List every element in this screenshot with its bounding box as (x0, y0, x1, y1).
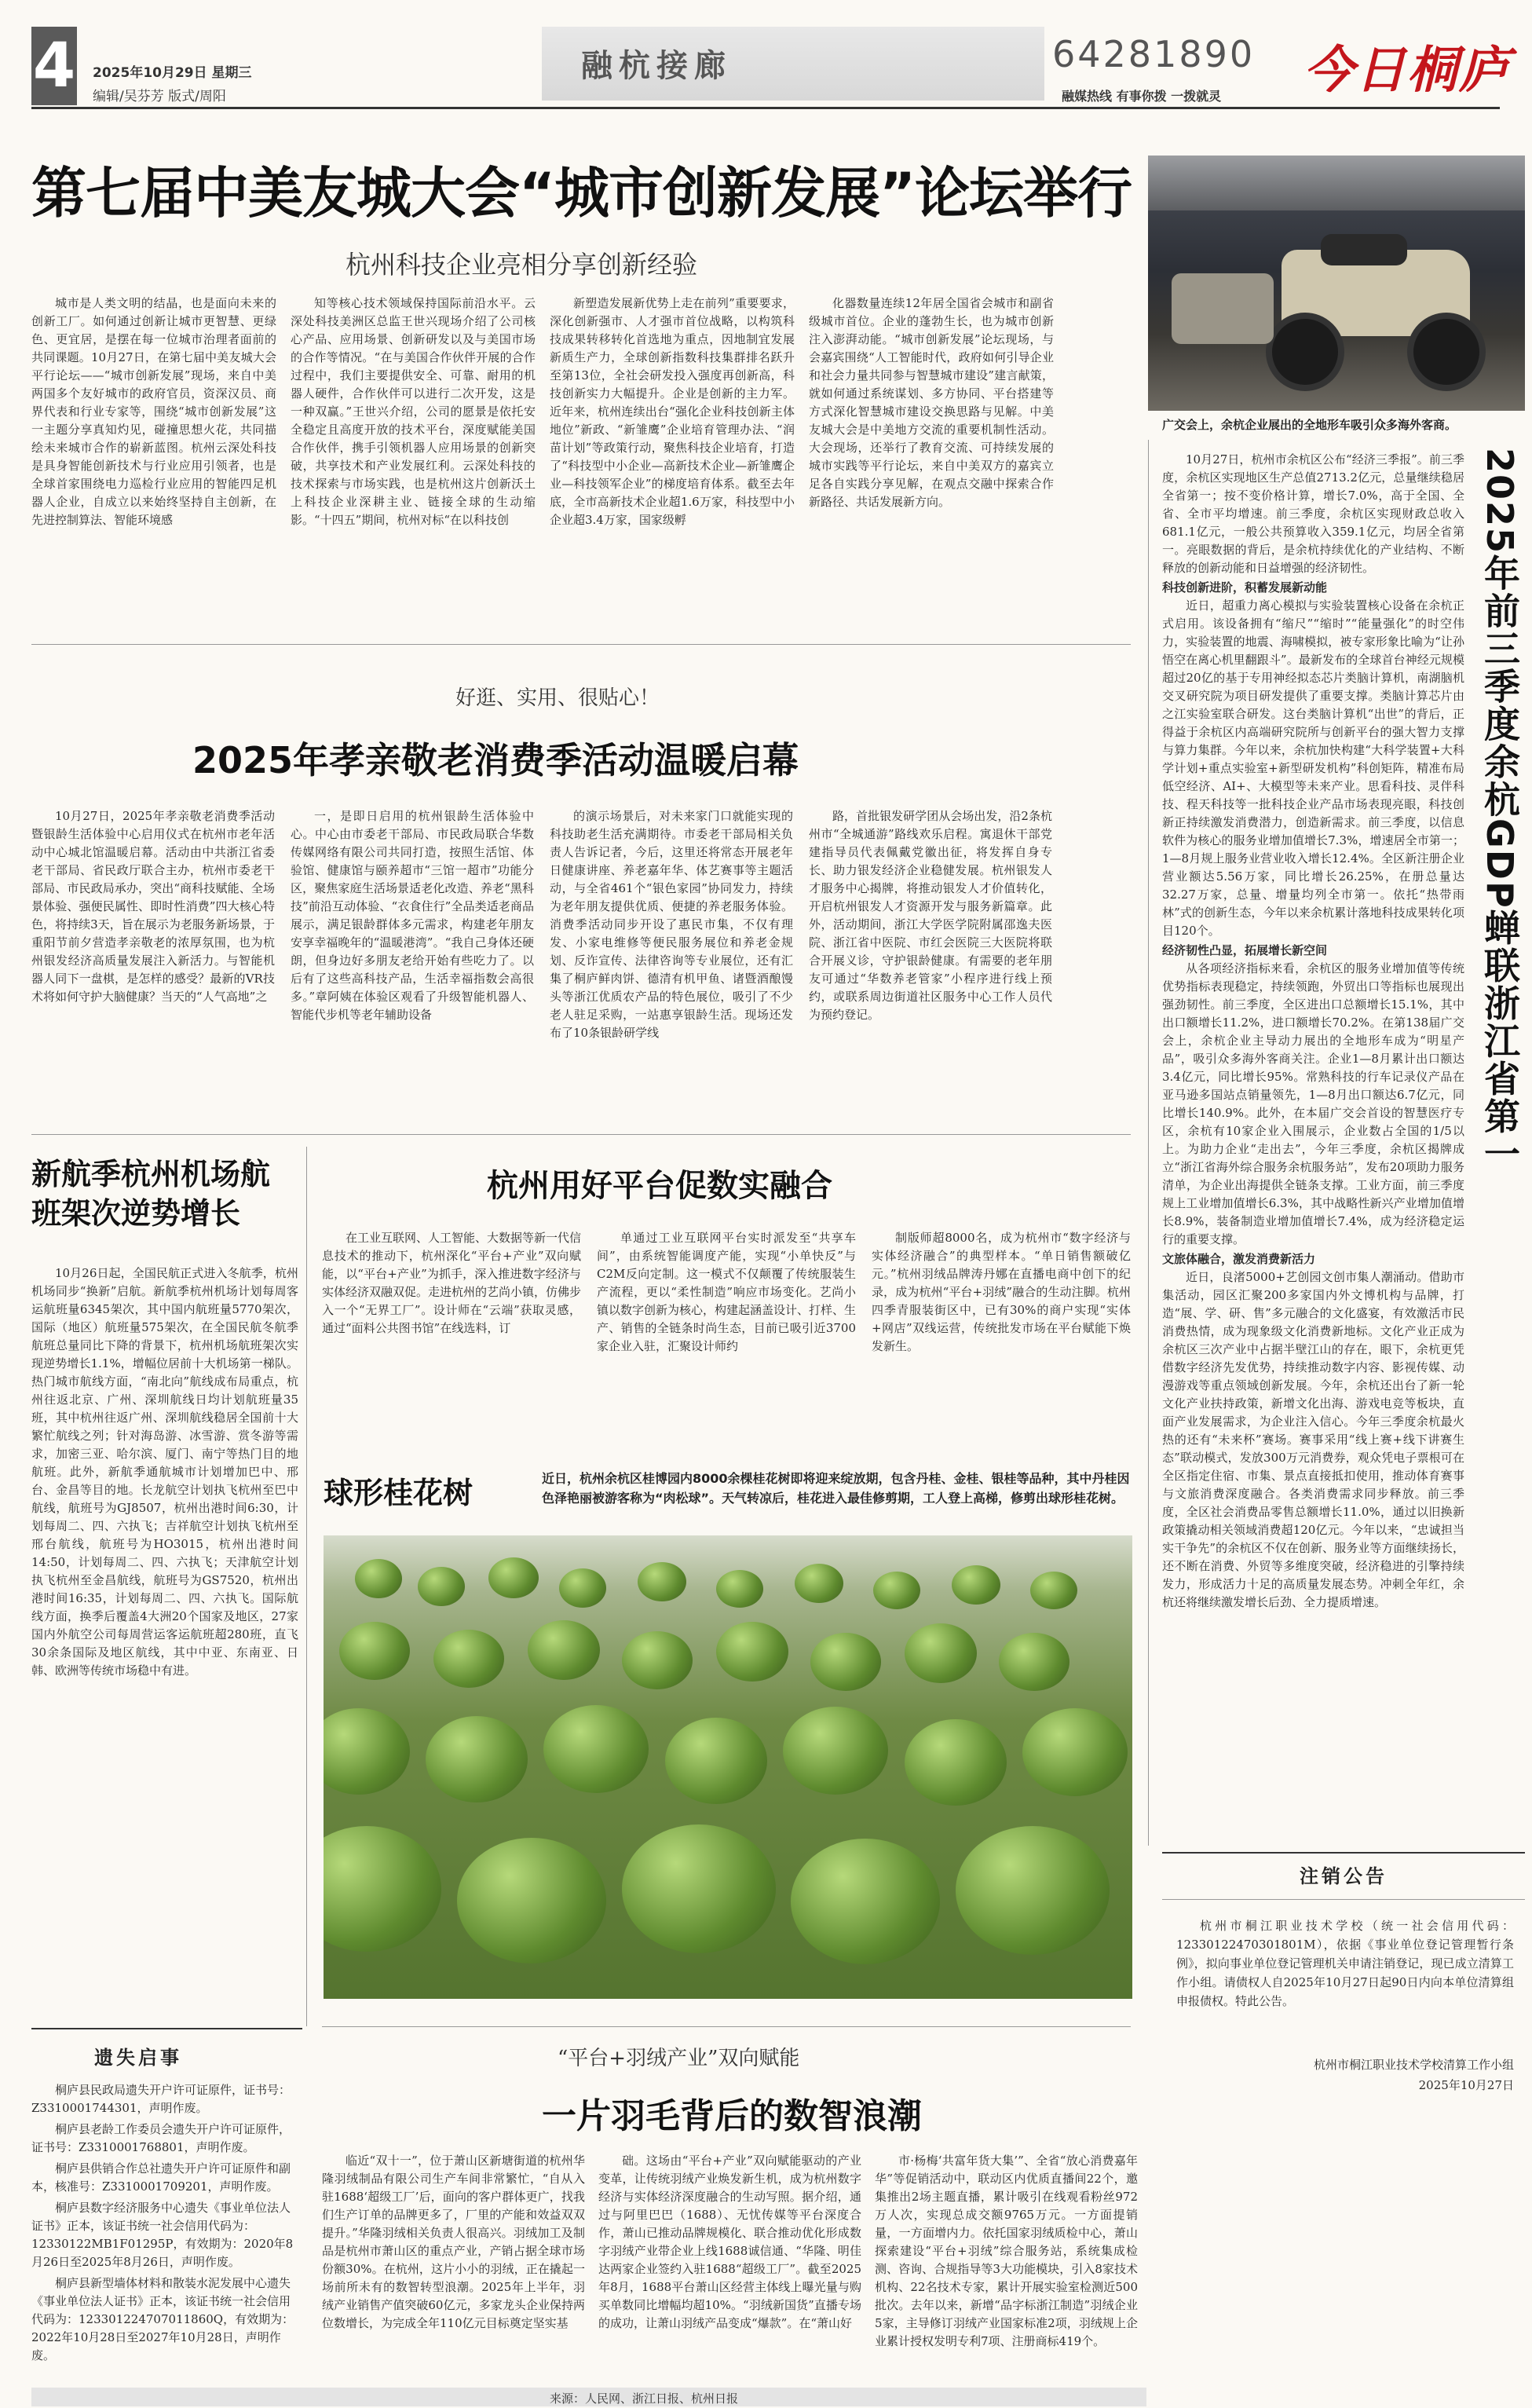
side-subhead: 经济韧性凸显，拓展增长新空间 (1162, 943, 1328, 957)
section-title: 融杭接廊 (581, 48, 732, 84)
story6-col2: 础。这场由“平台+产业”双向赋能驱动的产业变革，让传统羽绒产业焕发新生机，成为杭州数字经济与实体经济深度融合的生动写照。据介绍，通过与阿里巴巴（1688）、无忧传媒等平台深度合作，萧山已推动品牌规模化、联合推动优化形成数字羽绒产业带企业上线1688诚信通、“华隆、明佳达两家企业签约入驻1688“超级工厂”。截至2025年8月，1688平台萧山区经营主体线上曝光量与购买单数同比增幅均超10%。“羽绒新国货”直播专场的成功，让萧山羽绒产品变成“爆款”。在“萧山好 (598, 2154, 861, 2330)
side-subhead: 科技创新进阶，积蓄发展新动能 (1162, 580, 1328, 595)
tree (905, 1719, 1007, 1806)
tree (665, 1718, 767, 1804)
story5-caption: 近日，杭州余杭区桂博园内8000余棵桂花树即将迎来绽放期，包含丹桂、金桂、银桂等品种，其中丹桂因色泽艳丽被游客称为“肉松球”。天气转凉后，桂花进入最佳修剪期，工人登上高梯，修剪出球形桂花树。 (542, 1471, 1130, 1506)
tree (339, 1622, 410, 1680)
story4-col1: 在工业互联网、人工智能、大数据等新一代信息技术的推动下，杭州深化“平台+产业”双向赋能，以“平台+产业”为抓手，深入推进数字经济与实体经济双融双促。走进杭州的艺尚小镇，仿佛步入一个“无界工厂”。设计师在“云端”获取灵感，通过“面料公共图书馆”在线选料，订 (322, 1231, 581, 1335)
tree (622, 1631, 693, 1689)
side-subhead: 文旅体融合，激发消费新活力 (1162, 1252, 1316, 1266)
divider (31, 644, 1131, 645)
side-divider (1148, 440, 1149, 1846)
story4-title: 杭州用好平台促数实融合 (487, 1168, 832, 1204)
divider (306, 1147, 307, 2026)
issue-date: 2025年10月29日 星期三 (93, 65, 252, 81)
page-number: 4 (31, 27, 77, 105)
trade-fair-photo (1148, 156, 1525, 411)
side-story-title: 2025年前三季度余杭GDP蝉联浙江省第一 (1479, 448, 1521, 1173)
story4-col2: 单通过工业互联网平台实时派发至“共享车间”，由系统智能调度产能，实现“小单快反”与C2M反向定制。这一模式不仅颠覆了传统服装生产流程，更以“柔性制造”响应市场变化。艺尚小镇以数字创新为核心，构建起涵盖设计、打样、生产、销售的全链条时尚生态，目前已吸引近3700家企业入驻，汇聚设计师约 (597, 1231, 856, 1353)
tree (622, 1824, 776, 1953)
vehicle-wheel (1266, 313, 1344, 391)
story2-col4: 路，首批银发研学团从会场出发，沿2条杭州市“全城通游”路线欢乐启程。寓退休干部党建指导员代表佩戴党徽出征，将发挥自身专长、助力银发经济企业稳健发展。杭州银发人才服务中心揭牌，将推动银发人才价值转化，开启杭州银发人才资源开发与服务新篇章。此外，活动期间，浙江大学医学院附属邵逸夫医院、浙江省中医院、市红会医院三大医院将联合开展义诊，守护银龄健康。有需要的老年朋友可通过“华数养老管家”小程序进行线上预约，或联系周边街道社区服务中心工作人员代为预约登记。 (809, 809, 1052, 1022)
story1-subtitle: 杭州科技企业亮相分享创新经验 (346, 250, 698, 280)
osmanthus-photo (324, 1535, 1132, 1999)
story5-title: 球形桂花树 (324, 1476, 473, 1510)
story6-title: 一片羽毛背后的数智浪潮 (542, 2096, 922, 2136)
story1-col1: 城市是人类文明的结晶，也是面向未来的创新工厂。如何通过创新让城市更智慧、更绿色、更宜居，是摆在每一位城市治理者面前的共同课题。10月27日，在第七届中美友城大会平行论坛——“城市创新发展”现场，来自中美两国多个友好城市的政府官员，资深汉员、商界代表和行业专家等，围绕“城市创新发展”这一主题分享真知灼见，碰撞思想火花，共同描绘未来城市合作的崭新蓝图。杭州云深处科技是具身智能创新技术与行业应用引领者，也是全球首家围绕电力巡检行业应用的智能四足机器人企业，自成立以来始终坚持自主创新，在先进控制算法、智能环境感 (31, 296, 276, 527)
vehicle-seat (1321, 234, 1407, 265)
tree (324, 1708, 410, 1795)
tree (716, 1622, 788, 1682)
story1-col2: 知等核心技术领域保持国际前沿水平。云深处科技美洲区总监王世兴现场介绍了公司核心产品、应用场景、创新研发以及与美国市场的合作等情况。“在与美国合作伙伴开展的合作过程中，我们主要提供安全、可靠、耐用的机器人硬件，合作伙伴可以进行二次开发，这是一种双赢。”王世兴介绍，公司的愿景是依托安全稳定且高度开放的技术平台，深度赋能美国合作伙伴，携手引领机器人应用场景的创新突破，共享技术和产业发展红利。云深处科技的技术探索与市场实践，也是杭州这片创新沃土上科技企业深耕主业、链接全球的生动缩影。“十四五”期间，杭州对标“在以科技创 (291, 296, 536, 527)
tree (528, 1620, 600, 1680)
notice-item: 桐庐县民政局遗失开户许可证原件，证书号：Z3310001744301，声明作废。 (31, 2083, 291, 2115)
tree (543, 1705, 649, 1793)
story1-title: 第七届中美友城大会“城市创新发展”论坛举行 (31, 161, 1132, 225)
tree (791, 1839, 940, 1964)
cancel-notice-date: 2025年10月27日 (1418, 2078, 1514, 2092)
tree (716, 1570, 763, 1608)
story2-col1: 10月27日，2025年孝亲敬老消费季活动暨银龄生活体验中心启用仪式在杭州市老年活动中心城北馆温暖启幕。活动由中共浙江省委老干部局、省民政厅联合主办，杭州市委老干部局、市民政局承办，突出“商科技赋能、全场景体验、强便民属性、即时性消费”四大核心特色，将持续3天，旨在展示为老服务新场景，于重阳节前夕营造孝亲敬老的浓厚氛围，也为杭州银发经济高质量发展注入新活力。与智能机器人同下一盘棋，是怎样的感受？最新的VR技术将如何守护大脑健康？当天的“人气高地”之 (31, 809, 275, 1004)
tree (355, 1559, 402, 1598)
footer-source: 来源：人民网、浙江日报、杭州日报 (550, 2392, 739, 2406)
tree (426, 1716, 528, 1802)
tree (952, 1565, 1000, 1605)
notices-rule (31, 2028, 302, 2029)
story2-kicker: 好逛、实用、很贴心！ (455, 686, 660, 710)
trade-fair-caption: 广交会上，余杭企业展出的全地形车吸引众多海外客商。 (1162, 418, 1457, 432)
booth-lights (1148, 156, 1525, 210)
story6-col1: 临近“双十一”，位于萧山区新塘街道的杭州华隆羽绒制品有限公司生产车间非常繁忙，“自从入驻1688‘超级工厂’后，面向的客户群体更广，找我们生产订单的品牌更多了，厂里的产能和效益双双提升。”华隆羽绒相关负责人很高兴。羽绒加工及制品是杭州市萧山区的重点产业，产销占据全球市场份额30%。在杭州，这片小小的羽绒，正在撬起一场前所未有的数智转型浪潮。2025年上半年，羽绒产业销售产值突破60亿元，多家龙头企业保持两位数增长，为完成全年110亿元目标奠定坚实基 (322, 2154, 585, 2330)
tree (1030, 1572, 1077, 1609)
editors-line: 编辑/吴芬芳 版式/周阳 (93, 89, 226, 104)
cancel-notice-signer: 杭州市桐江职业技术学校清算工作小组 (1313, 2058, 1514, 2072)
notice-item: 桐庐县新型墙体材料和散装水泥发展中心遗失《事业单位法人证书》正本，该证书统一社会信用代码为：123301224707011860Q，有效期为：2022年10月28日至2027年10月28日，声明作废。 (31, 2276, 294, 2362)
vehicle-wheel (1407, 313, 1486, 391)
story4-col3: 制版师超8000名，成为杭州市“数字经济与实体经济融合”的典型样本。“单日销售额破亿元。”杭州羽绒品牌涛丹娜在直播电商中创下的纪录，成为杭州“平台+羽绒”融合的生动注脚。杭州四季青服装街区中，已有30%的商户实现“实体+网店”双线运营，传统批发市场在平台赋能下焕发新生。 (872, 1231, 1131, 1353)
side-story-text: 10月27日，杭州市余杭区公布“经济三季报”。前三季度，余杭区实现地区生产总值2713.2亿元，总量继续稳居全省第一；按不变价格计算，增长7.0%，高于全国、全省、全市平均增速。前三季度，余杭区实现财政总收入681.1亿元，一般公共预算收入359.1亿元，均居全省第一。亮眼数据的背后，是余杭持续优化的产业结构、不断释放的创新动能和日益增强的经济韧性。 科技创新进阶，积蓄发展新动能 近日，超重力离心模拟与实验装置核心设备在余杭正式启用。该设备拥有“缩尺”“缩时”“能量强化”的时空伟力，实验装置的地震、海啸模拟，被专家形象比喻为“让孙悟空在离心机里翻跟斗”。最新发布的全球首台神经元规模超过20亿的基于专用神经拟态芯片类脑计算机，南湖脑机交叉研究院为项目研发提供了重要支撑。类脑计算芯片由之江实验室联合研发。这台类脑计算机“出世”的背后，正得益于余杭区内高端研究院所与创新平台的强大智力支撑与算力集群。今年以来，余杭加快构建“大科学装置+大科学计划+重点实验室+新型研发机构”科创矩阵，精准布局低空经济、AI+、大模型等未来产业。思看科技、灵伴科技、程天科技等一批科技企业产品市场表现亮眼，科技创新正持续激发消费潜力，创造新需求。前三季度，以信息软件为核心的服务业增加值增长7.3%，增速居全市第一；1—8月规上服务业营业收入增长12.4%。全区新注册企业营业额达5.56万家，同比增长26.25%，在册总量达32.27万家，总量、增量均列全市第一。依托“热带雨林”式的创新生态，今年以来余杭累计落地科技成果转化项目120个。 经济韧性凸显，拓展增长新空间 从各项经济指标来看，余杭区的服务业增加值等传统优势指标表现稳定，持续领跑，外贸出口等指标也展现出强劲韧性。前三季度，全区进出口总额增长15.1%，其中出口额增长11.2%，进口额增长70.2%。在第138届广交会上，余杭企业主导动力展出的全地形车成为“明星产品”，吸引众多海外客商关注。企业1—8月累计出口额达3.4亿元，同比增长95%。常熟科技的行车记录仪产品在亚马逊多国站点销量领先，1—8月出口额达6.7亿元，同比增长140.9%。此外，在本届广交会首设的智慧医疗专区，余杭有10家企业入围展示，企业数占全国的1/5以上。为助力企业“走出去”，今年三季度，余杭区揭牌成立“浙江省海外综合服务余杭服务站”，发布20项助力服务清单，为企业出海提供全链条支撑。工业方面，前三季度规上工业增加值增长6.3%，其中战略性新兴产业增加值增长8.9%，装备制造业增加值增长7.4%，成为经济稳定运行的重要支撑。 文旅体融合，激发消费新活力 近日，良渚5000+艺创园文创市集人潮涌动。借助市集活动，园区汇聚200多家国内外文博机构与品牌，打造“展、学、研、售”多元融合的文化盛宴，有效激活市民消费热情，成为现象级文化消费新地标。文化产业正成为余杭区三次产业中占据半壁江山的存在，眼下，余杭更凭借数字经济先发优势，持续推动数字内容、影视传媒、动漫游戏等重点领域创新发展。今年，余杭还出台了新一轮文化产业扶持政策，新增文化出海、游戏电竞等板块，直面产业发展需求，为企业注入信心。今年三季度余杭最火热的还有“未来杯”赛场。赛事采用“线上赛+线下讲赛生态”联动模式，发放300万元消费券，观众凭电子票根可在全区指定住宿、市集、景点直接抵扣使用，推动体育赛事与文旅消费深度融合。各类消费需求同步释放。前三季度，全区社会消费品零售总额增长11.0%，通过以旧换新政策撬动相关领域消费超120亿元。今年以来，“忠诚担当实干争先”的余杭区不仅在创新、服务业等方面继续扬长，还不断在消费、外贸等多维度突破，经济稳进的引擎持续发力，形成活力十足的高质量发展态势。冲刺全年红，余杭还将继续激发增长后劲、全力提质增速。 (1162, 452, 1464, 1609)
tree (488, 1557, 539, 1598)
notice-item: 桐庐县老龄工作委员会遗失开户许可证原件，证书号：Z3310001768801，声明作废。 (31, 2122, 291, 2154)
story1-col4: 化器数量连续12年居全国省会城市和副省级城市首位。企业的蓬勃生长，也为城市创新注入澎湃动能。“城市创新发展”论坛现场，与会嘉宾围绕“人工智能时代，政府如何引导企业和社会力量共同参与智慧城市建设”建言献策，就如何通过系统谋划、多方协同、平台搭建等方式深化智慧城市建设交换思路与见解。中美友城大会是中美地方交流的重要机制性活动。大会现场，还举行了教育交流、可持续发展的城市实践等平行论坛，来自中美双方的嘉宾立足各自实践分享见解，在观点交融中探索合作新路径、共话发展新方向。 (809, 296, 1054, 509)
page-header (0, 0, 1532, 110)
story2-col2: 一，是即日启用的杭州银龄生活体验中心。中心由市委老干部局、市民政局联合华数传媒网络有限公司共同打造，按照生活馆、体验馆、健康馆与颐养超市“三馆一超市”功能分区，聚焦家庭生活场景适老化改造、养老“黑科技”前沿互动体验、“衣食住行”全品类适老商品展示，满足银龄群体多元需求，构建老年朋友安享幸福晚年的“温暖港湾”。“我自己身体还硬朗，但身边好多朋友老给开始有些吃力了。以后有了这些高科技产品，生活幸福指数会高很多。”章阿姨在体验区观看了升级智能机器人、智能代步机等老年辅助设备 (291, 809, 534, 1022)
tree (457, 1838, 606, 1963)
tree (418, 1567, 465, 1606)
story1-col3: 新塑造发展新优势上走在前列”重要要求，深化创新强市、人才强市首位战略，以构筑科技成果转移转化首选地为重点，因地制宜发展新质生产力，全球创新指数科技集群排名跃升至第13位，全社会研发投入强度再创新高，科技创新实力大幅提升。企业是创新的主力军。近年来，杭州连续出台“强化企业科技创新主体地位”新政、“新雏鹰”企业培育管理办法、“润苗计划”等政策行动，聚焦科技企业培育，打造了“科技型中小企业—高新技术企业—新雏鹰企业—科技领军企业”的梯度培育体系。截至去年底，全市高新技术企业超1.6万家，科技型中小企业超3.4万家，国家级孵 (550, 296, 795, 527)
masthead: 今日桐庐 (1303, 41, 1511, 100)
tree (810, 1633, 881, 1691)
tree (559, 1568, 606, 1608)
tree (433, 1630, 504, 1688)
cancel-notice-title: 注销公告 (1162, 1854, 1525, 1900)
tree (905, 1623, 977, 1683)
header-rule (31, 107, 1500, 109)
cancel-notice-body: 杭州市桐江职业技术学校（统一社会信用代码：12330122470301801M），依据《事业单位登记管理暂行条例》，拟向事业单位登记管理机关申请注销登记，现已成立清算工作小组。请债权人自2025年10月27日起90日内向本单位清算组申报债权。特此公告。 (1176, 1919, 1514, 2008)
tree (324, 1826, 441, 1952)
vehicle2-body (1172, 273, 1274, 344)
notice-item: 桐庐县数字经济服务中心遗失《事业单位法人证书》正本，该证书统一社会信用代码为：12330122MB1F01295P，有效期为：2020年8月26日至2025年8月26日，声明作废。 (31, 2201, 294, 2269)
cancel-notice-box (1162, 1852, 1525, 2390)
story2-title: 2025年孝亲敬老消费季活动温暖启幕 (192, 739, 799, 781)
tree (999, 1633, 1069, 1691)
hotline-number: 64281890 (1052, 33, 1256, 75)
story3-title: 新航季杭州机场航班架次逆势增长 (31, 1157, 271, 1231)
story3-text: 10月26日起，全国民航正式进入冬航季，杭州机场同步“换新”启航。新航季杭州机场计划每周客运航班量6345架次，其中国内航班量5770架次，国际（地区）航班量575架次，在全国民航冬航季航班总量同比下降的背景下，杭州机场航班架次实现逆势增长1.1%，增幅位居前十大机场第一梯队。热门城市航线方面，“南北向”航线成布局重点，杭州往返北京、广州、深圳航线日均计划航班量35班，其中杭州往返广州、深圳航线稳居全国前十大繁忙航线之列；针对海岛游、冰雪游、赏冬游等需求，加密三亚、哈尔滨、厦门、南宁等热门目的地航班。此外，新航季通航城市计划增加巴中、邢台、金昌等目的地。长龙航空计划执飞杭州至巴中航线，航班号为GJ8507，杭州出港时间6:30，计划每周二、四、六执飞；吉祥航空计划执飞杭州至邢台航线，航班号为HO3015，杭州出港时间14:50，计划每周二、四、六执飞；天津航空计划执飞杭州至金昌航线，航班号为GS7520，杭州出港时间16:35，计划每周二、四、六执飞。国际航线方面，换季后覆盖4大洲20个国家及地区，27家国内外航空公司每周营运客运航班超280班，直飞30余条国际及地区航线，其中中亚、东南亚、日韩、欧洲等传统市场稳中有进。 (31, 1266, 298, 1678)
hotline-text: 融媒热线 有事你拨 一拨就灵 (1062, 89, 1222, 104)
tree (956, 1826, 1110, 1955)
divider (322, 2026, 1131, 2027)
tree (795, 1564, 843, 1603)
tree (783, 1707, 888, 1795)
story6-kicker: “平台+羽绒产业”双向赋能 (558, 2047, 800, 2070)
tree (1022, 1708, 1128, 1796)
notices-title: 遗失启事 (94, 2047, 182, 2069)
story6-col3: 市·杨梅‘共富年货大集’”、全省“放心消费嘉年华”等促销活动中，联动区内优质直播间22个，邀集推出2场主题直播，累计吸引在线观看粉丝972万人次，实现总成交额9765万元。一方面提销量，一方面增内力。依托国家羽绒质检中心，萧山探索建设“平台+羽绒”综合服务站，系统集成检测、咨询、合规指导等3大功能模块，引入8家技术机构、22名技术专家，累计开展实验室检测近500批次。去年以来，新增“品字标浙江制造”羽绒企业5家，主导修订羽绒产业国家标准2项，羽绒规上企业累计授权发明专利7项、注册商标419个。 (875, 2154, 1138, 2348)
tree (873, 1572, 920, 1609)
divider (31, 1134, 1131, 1135)
notices-list (31, 2081, 298, 2368)
notice-item: 桐庐县供销合作总社遗失开户许可证原件和副本，核准号：Z3310001709201，声明作废。 (31, 2161, 291, 2194)
story2-col3: 的演示场景后，对未来家门口就能实现的科技助老生活充满期待。市委老干部局相关负责人告诉记者，今后，这里还将常态开展老年日健康讲座、养老嘉年华、体艺赛事等主题活动，与全省461个“银色家园”协同发力，持续为老年朋友提供优质、便捷的养老服务体验。消费季活动同步开设了惠民市集，不仅有理发、小家电维修等便民服务展位和养老金规划、反诈宣传、法律咨询等专业展位，还有汇集了桐庐鲜肉饼、德清有机甲鱼、诸暨酒酿馒头等浙江优质农产品的特色展位，吸引了不少老人驻足采购，一站惠享银龄生活。现场还发布了10条银龄研学线 (550, 809, 793, 1040)
tree (638, 1562, 686, 1601)
